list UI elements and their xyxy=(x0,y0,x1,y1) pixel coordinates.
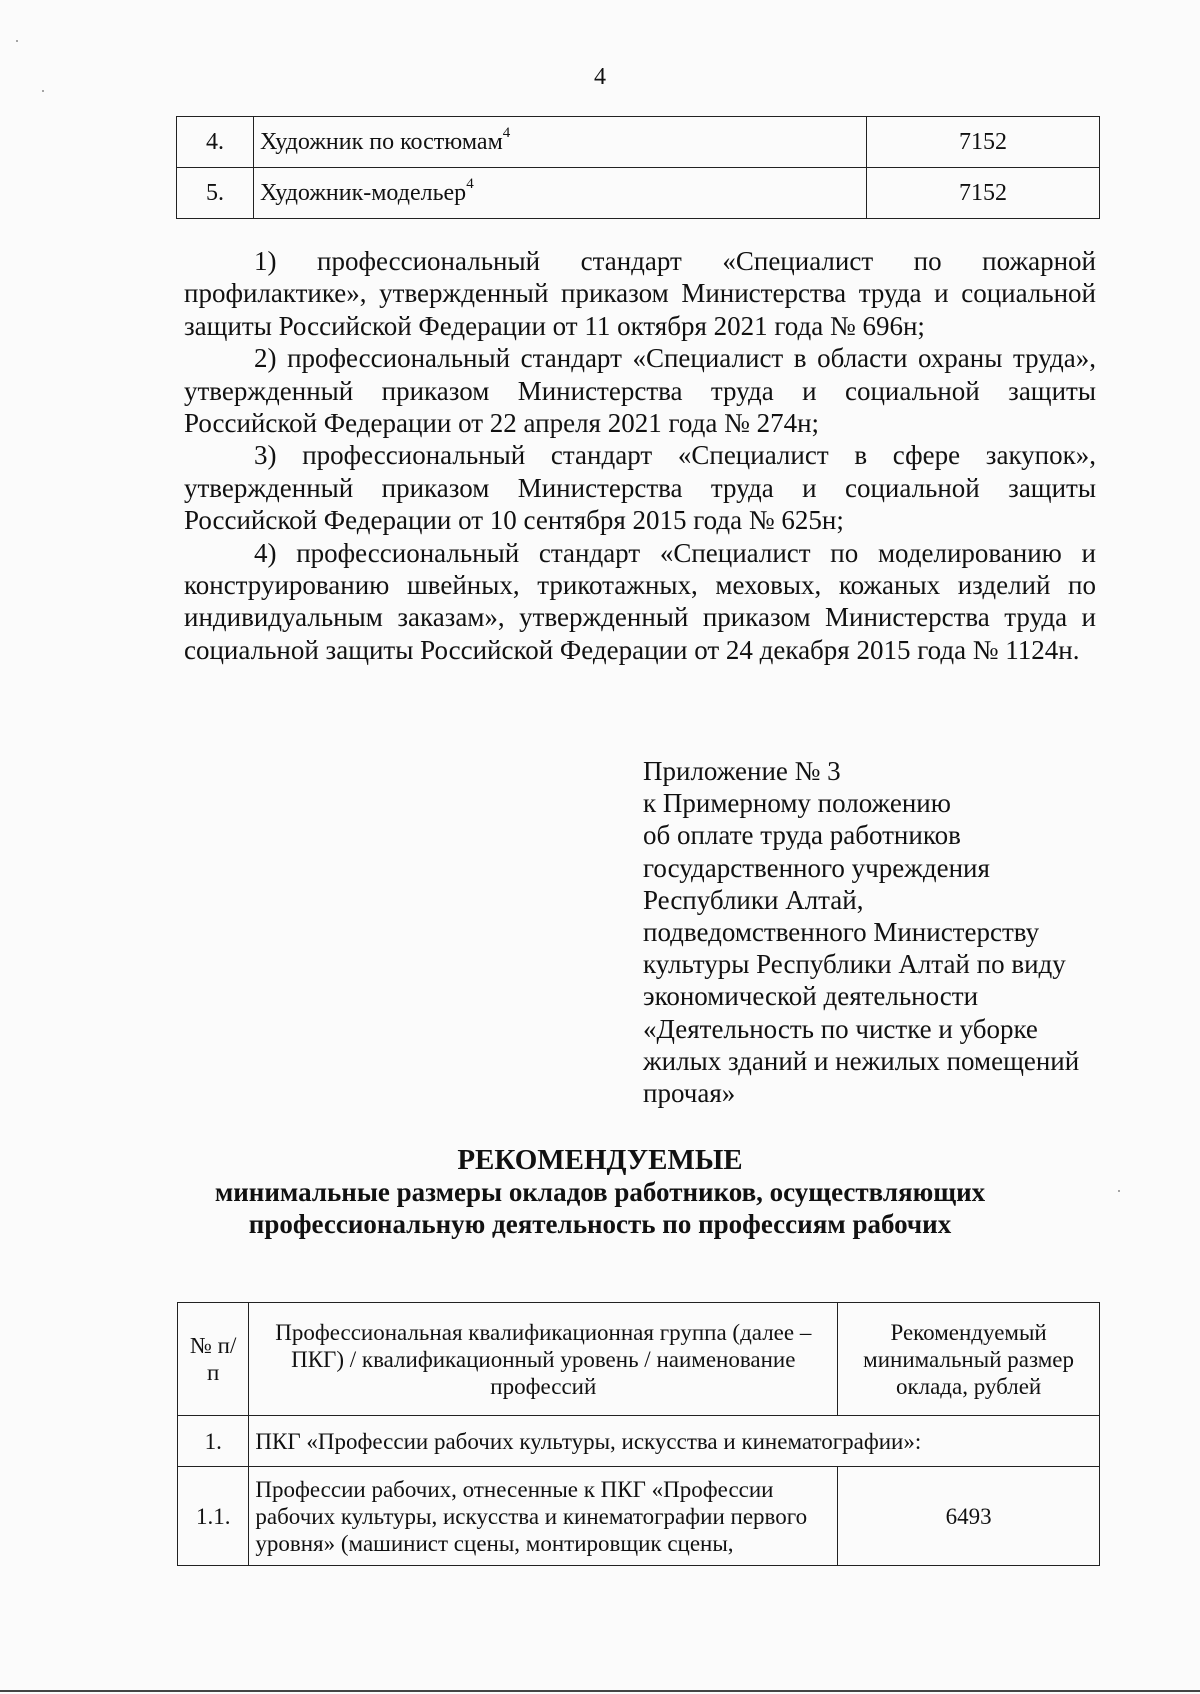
salary-value: 7152 xyxy=(867,117,1100,168)
page-number: 4 xyxy=(594,64,606,90)
appendix-line: Республики Алтай, xyxy=(643,884,864,915)
footnote-1: 1) профессиональный стандарт «Специалист по пожарной профилактике», утвержденный приказом Министерства труда и социальной защиты Российской Федерации от 11 октября 2021 года № 696н; xyxy=(184,246,1096,341)
row-number: 1.1. xyxy=(178,1467,249,1566)
appendix-reference xyxy=(643,755,1103,1109)
salary-value: 7152 xyxy=(867,168,1100,219)
appendix-line: Приложение № 3 xyxy=(643,756,841,786)
salary-value: 6493 xyxy=(838,1467,1100,1566)
appendix-line: прочая» xyxy=(643,1078,736,1109)
footnotes xyxy=(184,245,1096,666)
scan-speck xyxy=(42,90,44,92)
appendix-line: государственного учреждения xyxy=(643,852,990,883)
heading-title: РЕКОМЕНДУЕМЫЕ xyxy=(457,1144,743,1176)
header-value: Рекомендуемый минимальный размер оклада, рублей xyxy=(838,1303,1100,1416)
scan-speck xyxy=(16,40,18,42)
group-name: ПКГ «Профессии рабочих культуры, искусства и кинематографии»: xyxy=(249,1416,1100,1467)
scan-edge-line xyxy=(0,1690,1200,1692)
table-header-row xyxy=(178,1303,1100,1416)
continued-salary-table xyxy=(176,116,1100,219)
footnote-ref: 4 xyxy=(466,175,474,192)
footnote-3: 3) профессиональный стандарт «Специалист в сфере закупок», утвержденный приказом Министерства труда и социальной защиты Российской Федерации от 10 сентября 2015 года № 625н; xyxy=(184,440,1096,536)
appendix-line: экономической деятельности xyxy=(643,981,979,1012)
table-row xyxy=(177,168,1100,219)
table-row xyxy=(178,1467,1100,1566)
appendix-line: об оплате труда работников xyxy=(643,820,961,851)
profession-name: Художник по костюмам$^4$ xyxy=(254,117,867,168)
heading-line: минимальные размеры окладов работников, осуществляющих xyxy=(214,1177,986,1207)
appendix-line: «Деятельность по чистке и уборке xyxy=(643,1013,1038,1044)
appendix-line: культуры Республики Алтай по виду xyxy=(643,949,1066,980)
appendix-line: жилых зданий и нежилых помещений xyxy=(643,1045,1080,1076)
row-number: 5. xyxy=(177,168,254,219)
header-number: № п/п xyxy=(178,1303,249,1416)
heading-line: профессиональную деятельность по профессиям рабочих xyxy=(248,1209,952,1239)
footnote-4: 4) профессиональный стандарт «Специалист по моделированию и конструированию швейных, трикотажных, меховых, кожаных изделий по индивидуальным заказам», утвержденный приказом Министерства труда и социальной защиты Российской Федерации от 24 декабря 2015 года № 1124н. xyxy=(184,537,1096,665)
profession-name: Профессии рабочих, отнесенные к ПКГ «Профессии рабочих культуры, искусства и кинематографии первого уровня» (машинист сцены, монтировщик сцены, xyxy=(249,1467,838,1566)
profession-name: Художник-модельер$^4$ xyxy=(254,168,867,219)
footnote-ref: 4 xyxy=(502,124,511,141)
appendix-line: подведомственного Министерству xyxy=(643,917,1040,948)
appendix-line: к Примерному положению xyxy=(643,788,951,819)
table-row xyxy=(178,1416,1100,1467)
header-name: Профессиональная квалификационная группа (далее – ПКГ) / квалификационный уровень / наименование профессий xyxy=(249,1303,838,1416)
row-number: 1. xyxy=(178,1416,249,1467)
table-row xyxy=(177,117,1100,168)
section-heading xyxy=(0,1144,1200,1240)
salary-table xyxy=(177,1302,1100,1566)
scan-speck xyxy=(1118,1190,1120,1192)
row-number: 4. xyxy=(177,117,254,168)
footnote-2: 2) профессиональный стандарт «Специалист в области охраны труда», утвержденный приказом Министерства труда и социальной защиты Российской Федерации от 22 апреля 2021 года № 274н; xyxy=(184,343,1096,439)
